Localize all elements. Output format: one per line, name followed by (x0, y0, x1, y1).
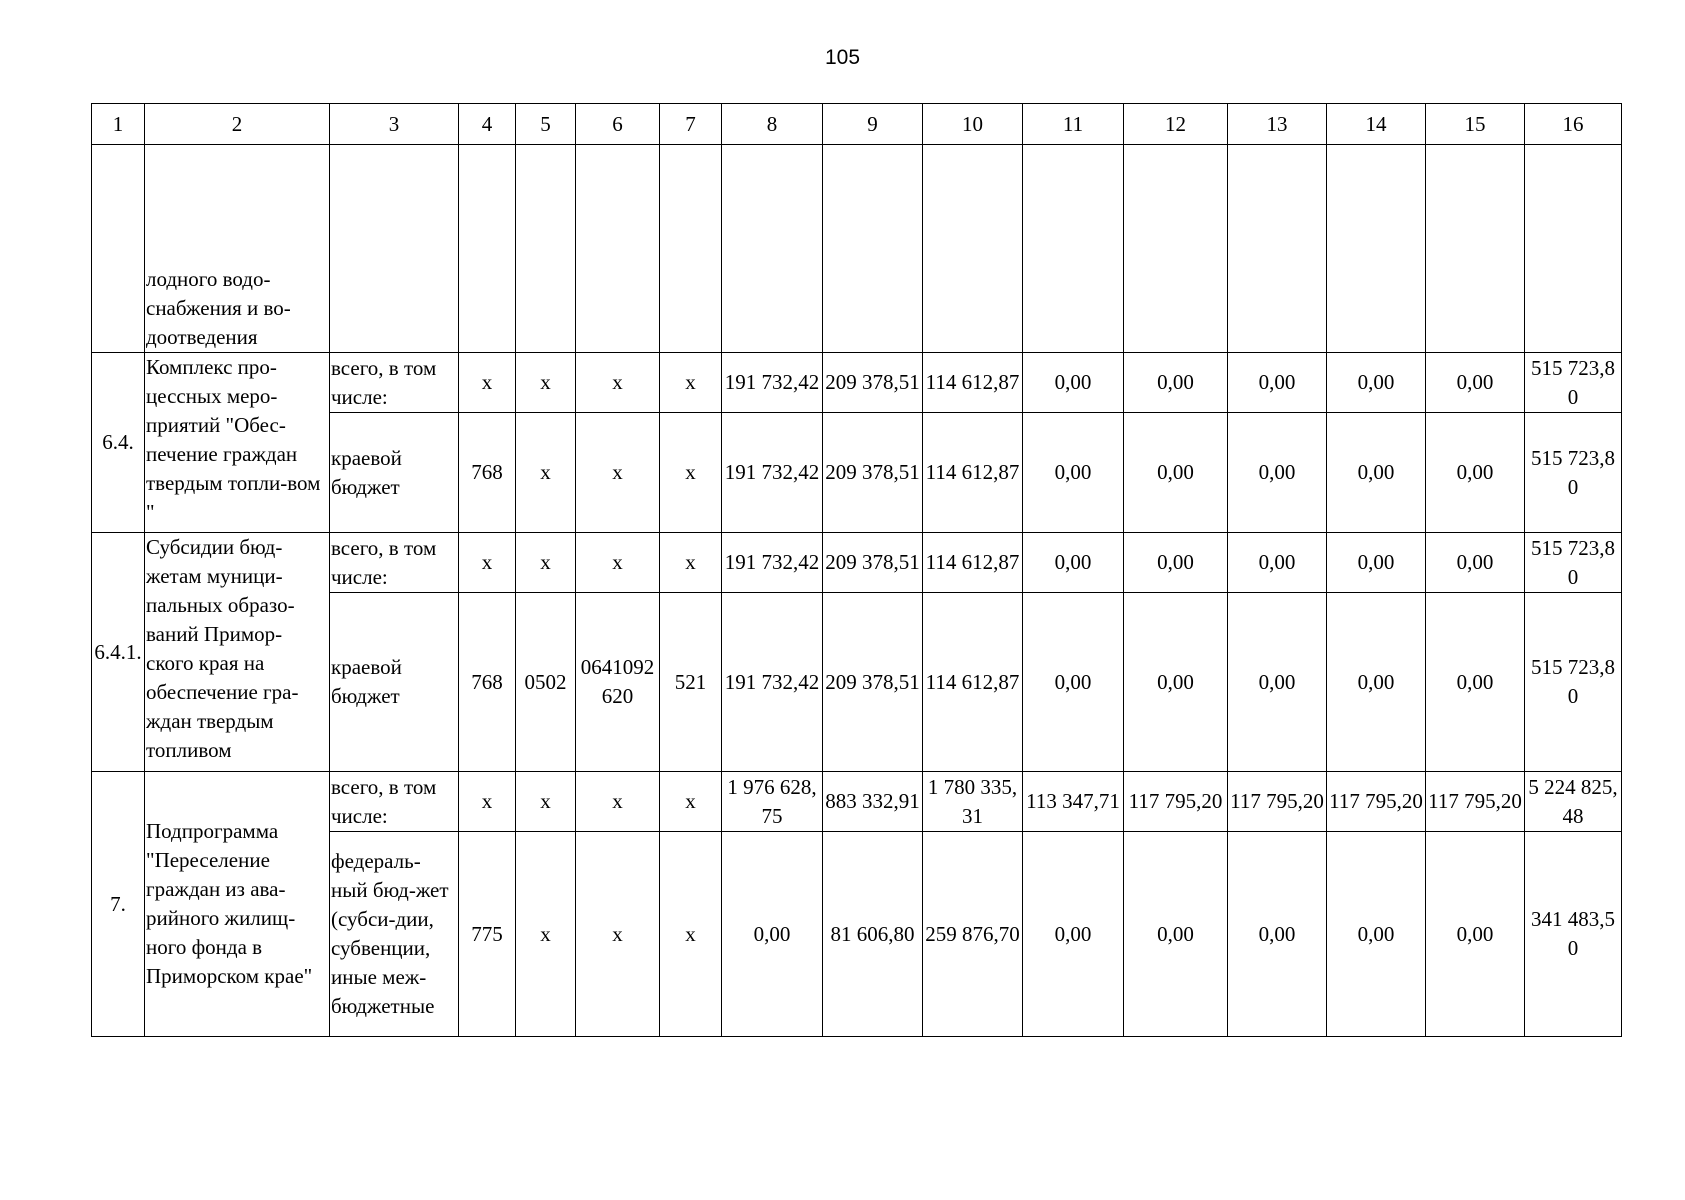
column-header: 5 (516, 104, 576, 145)
table-cell: 5 224 825,48 (1525, 772, 1622, 832)
table-cell: 0,00 (1023, 353, 1124, 413)
table-cell: 114 612,87 (923, 413, 1023, 533)
funding-source: всего, в том числе: (330, 772, 459, 832)
table-cell: 117 795,20 (1426, 772, 1525, 832)
table-cell (330, 145, 459, 353)
table-cell: 117 795,20 (1327, 772, 1426, 832)
table-cell: 0,00 (1124, 353, 1228, 413)
table-cell: 0,00 (1124, 593, 1228, 772)
table-cell: x (576, 413, 660, 533)
table-cell: 209 378,51 (823, 413, 923, 533)
table-cell (459, 145, 516, 353)
table-cell: x (459, 772, 516, 832)
table-cell: 515 723,80 (1525, 353, 1622, 413)
table-cell (923, 145, 1023, 353)
table-cell: 114 612,87 (923, 593, 1023, 772)
column-header: 3 (330, 104, 459, 145)
table-cell: x (576, 353, 660, 413)
table-cell (1023, 145, 1124, 353)
table-cell: 0,00 (1228, 413, 1327, 533)
table-cell: 0,00 (1426, 353, 1525, 413)
table-cell: 0,00 (1327, 353, 1426, 413)
table-cell: 0641092620 (576, 593, 660, 772)
table-row (92, 533, 1622, 593)
table-cell: 1 780 335,31 (923, 772, 1023, 832)
column-header: 16 (1525, 104, 1622, 145)
table-cell: 209 378,51 (823, 593, 923, 772)
table-cell: 768 (459, 413, 516, 533)
table-cell: x (516, 533, 576, 593)
table-cell: 0,00 (1327, 593, 1426, 772)
table-cell: 209 378,51 (823, 353, 923, 413)
table-cell: 0,00 (1327, 413, 1426, 533)
table-cell: 775 (459, 832, 516, 1037)
table-cell: 0,00 (1228, 353, 1327, 413)
funding-source: всего, в том числе: (330, 533, 459, 593)
table-cell (92, 145, 145, 353)
table-cell: 209 378,51 (823, 533, 923, 593)
table-cell: 883 332,91 (823, 772, 923, 832)
table-cell (1327, 145, 1426, 353)
table-cell (1228, 145, 1327, 353)
table-cell: 191 732,42 (722, 533, 823, 593)
row-name: Комплекс про-цессных меро-приятий "Обес-печение граждан твердым топли-вом " (145, 353, 330, 533)
table-cell: 0,00 (1426, 832, 1525, 1037)
table-cell: 114 612,87 (923, 353, 1023, 413)
column-header: 6 (576, 104, 660, 145)
table-cell: x (660, 413, 722, 533)
table-row (92, 353, 1622, 413)
table-cell: x (516, 413, 576, 533)
table-cell: 1 976 628,75 (722, 772, 823, 832)
table-cell: 0,00 (722, 832, 823, 1037)
table-cell: 0,00 (1228, 832, 1327, 1037)
table-cell: 0,00 (1023, 533, 1124, 593)
column-header: 10 (923, 104, 1023, 145)
row-number: 6.4. (92, 353, 145, 533)
table-cell: 0,00 (1124, 413, 1228, 533)
table-cell: 191 732,42 (722, 593, 823, 772)
table-cell: 117 795,20 (1124, 772, 1228, 832)
funding-source: краевой бюджет (330, 413, 459, 533)
table-cell (516, 145, 576, 353)
table-cell: x (660, 772, 722, 832)
table-cell: 0,00 (1426, 413, 1525, 533)
table-cell (1124, 145, 1228, 353)
table-cell: 515 723,80 (1525, 413, 1622, 533)
row-number: 6.4.1. (92, 533, 145, 772)
column-header: 11 (1023, 104, 1124, 145)
table-cell: x (660, 832, 722, 1037)
table-cell: x (660, 533, 722, 593)
table-cell: 0,00 (1327, 832, 1426, 1037)
table-cell: 114 612,87 (923, 533, 1023, 593)
column-header: 12 (1124, 104, 1228, 145)
table-cell: 768 (459, 593, 516, 772)
column-header: 7 (660, 104, 722, 145)
table-cell: 0,00 (1023, 593, 1124, 772)
funding-source: всего, в том числе: (330, 353, 459, 413)
table-cell: 191 732,42 (722, 353, 823, 413)
table-cell: x (576, 772, 660, 832)
column-header: 8 (722, 104, 823, 145)
table-cell: x (459, 533, 516, 593)
table-cell: x (516, 832, 576, 1037)
table-cell: x (660, 353, 722, 413)
column-header: 13 (1228, 104, 1327, 145)
budget-table (91, 103, 1622, 1037)
table-cell: 0502 (516, 593, 576, 772)
continuation-name: лодного водо-снабжения и во-доотведения (145, 145, 330, 353)
table-cell: 0,00 (1023, 832, 1124, 1037)
table-cell: 0,00 (1228, 593, 1327, 772)
column-header: 9 (823, 104, 923, 145)
funding-source: краевой бюджет (330, 593, 459, 772)
table-cell: 515 723,80 (1525, 593, 1622, 772)
table-cell: 113 347,71 (1023, 772, 1124, 832)
table-cell (576, 145, 660, 353)
table-cell: x (576, 832, 660, 1037)
table-cell: 81 606,80 (823, 832, 923, 1037)
row-name: Субсидии бюд-жетам муници-пальных образо-ваний Примор-ского края на обеспечение гра-ждан твердым топливом (145, 533, 330, 772)
table-cell: 0,00 (1327, 533, 1426, 593)
table-cell (722, 145, 823, 353)
column-header: 1 (92, 104, 145, 145)
page-number: 105 (824, 46, 861, 69)
funding-source: федераль-ный бюд-жет (субси-дии, субвенции, иные меж-бюджетные (330, 832, 459, 1037)
table-cell: 341 483,50 (1525, 832, 1622, 1037)
row-number: 7. (92, 772, 145, 1037)
table-cell: 521 (660, 593, 722, 772)
table-cell (823, 145, 923, 353)
table-cell: x (516, 353, 576, 413)
table-cell: 0,00 (1023, 413, 1124, 533)
table-cell: 515 723,80 (1525, 533, 1622, 593)
table-cell: 0,00 (1124, 832, 1228, 1037)
table-cell: 0,00 (1426, 593, 1525, 772)
table-cell (660, 145, 722, 353)
table-cell: 0,00 (1426, 533, 1525, 593)
column-header: 2 (145, 104, 330, 145)
column-header: 4 (459, 104, 516, 145)
table-cell (1525, 145, 1622, 353)
table-cell: 191 732,42 (722, 413, 823, 533)
column-header: 14 (1327, 104, 1426, 145)
table-row (92, 772, 1622, 832)
table-cell: 0,00 (1228, 533, 1327, 593)
header-row (92, 104, 1622, 145)
column-header: 15 (1426, 104, 1525, 145)
table-cell: 117 795,20 (1228, 772, 1327, 832)
table-cell: 0,00 (1124, 533, 1228, 593)
table-cell: x (516, 772, 576, 832)
table-cell (1426, 145, 1525, 353)
row-name: Подпрограмма "Переселение граждан из ава-рийного жилищ-ного фонда в Приморском крае" (145, 772, 330, 1037)
table-cell: x (459, 353, 516, 413)
continuation-row (92, 145, 1622, 353)
table-cell: 259 876,70 (923, 832, 1023, 1037)
table-cell: x (576, 533, 660, 593)
